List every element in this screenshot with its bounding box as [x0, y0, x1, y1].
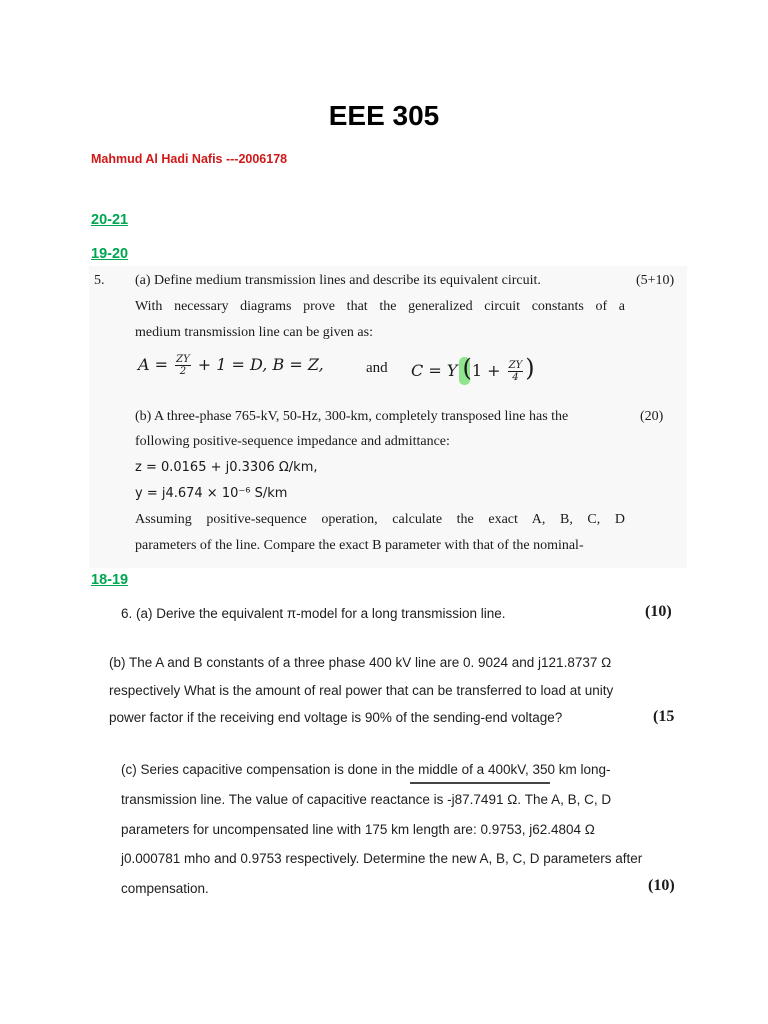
year-heading-19-20: 19-20: [91, 246, 129, 262]
underline-mark: [410, 782, 550, 784]
q5a-marks: (5+10): [636, 273, 675, 288]
eq-a-label: A =: [138, 355, 169, 374]
q6b-marks: (15: [653, 708, 675, 725]
page-title: EEE 305: [328, 100, 440, 131]
q6c-line-5: compensation.: [121, 881, 209, 896]
q5a-line-3: medium transmission line can be given as:: [135, 325, 373, 340]
q5b-impedance: z = 0.0165 + j0.3306 Ω/km,: [135, 460, 318, 475]
q6a-line: 6. (a) Derive the equivalent π-model for a long transmission line.: [121, 606, 506, 621]
q6c-line-1: (c) Series capacitive compensation is done in the middle of a 400kV, 350 km long-: [121, 762, 611, 777]
q5b-line-1: (b) A three-phase 765-kV, 50-Hz, 300-km, completely transposed line has the: [135, 409, 569, 424]
q6b-line-3: power factor if the receiving end voltage is 90% of the sending-end voltage?: [109, 710, 563, 725]
year-heading-18-19: 18-19: [91, 572, 129, 588]
q5b-admittance: y = j4.674 × 10⁻⁶ S/km: [135, 486, 288, 501]
q5-number: 5.: [94, 273, 105, 288]
q6c-line-2: transmission line. The value of capacitive reactance is -j87.7491 Ω. The A, B, C, D: [121, 792, 612, 807]
q6b-line-1: (b) The A and B constants of a three phase 400 kV line are 0. 9024 and j121.8737 Ω: [109, 655, 612, 670]
q6c-marks: (10): [648, 877, 675, 894]
author-line: Mahmud Al Hadi Nafis ---2006178: [91, 152, 288, 166]
q6b-line-2: respectively What is the amount of real power that can be transferred to load at unity: [109, 683, 614, 698]
q6a-marks: (10): [645, 603, 672, 620]
q5b-marks: (20): [640, 409, 664, 424]
eq-fraction-zy-4: $\frac{ZY}{4}$: [508, 360, 523, 383]
q5b-line-4: parameters of the line. Compare the exact B parameter with that of the nominal-: [135, 538, 584, 553]
q5b-line-2: following positive-sequence impedance and admittance:: [135, 434, 450, 449]
eq-fraction-zy-2: $\frac{ZY}{2}$: [176, 354, 190, 377]
q6c-line-4: j0.000781 mho and 0.9753 respectively. Determine the new A, B, C, D parameters after: [121, 851, 643, 866]
year-heading-20-21: 20-21: [91, 212, 129, 228]
eq-mid: + 1 = D, B = Z,: [197, 355, 324, 374]
q5b-line-3: Assuming positive-sequence operation, calculate the exact A, B, C, D: [135, 512, 625, 527]
q5a-line-1: (a) Define medium transmission lines and describe its equivalent circuit.: [135, 273, 541, 288]
q6c-line-3: parameters for uncompensated line with 175 km length are: 0.9753, j62.4804 Ω: [121, 822, 595, 837]
eq-c: C = Y (1 + $\frac{ZY}{4}$ ): [411, 354, 535, 383]
eq-and: and: [366, 360, 388, 376]
q5-equation: [138, 354, 324, 377]
q5a-line-2: With necessary diagrams prove that the generalized circuit constants of a: [135, 299, 625, 314]
